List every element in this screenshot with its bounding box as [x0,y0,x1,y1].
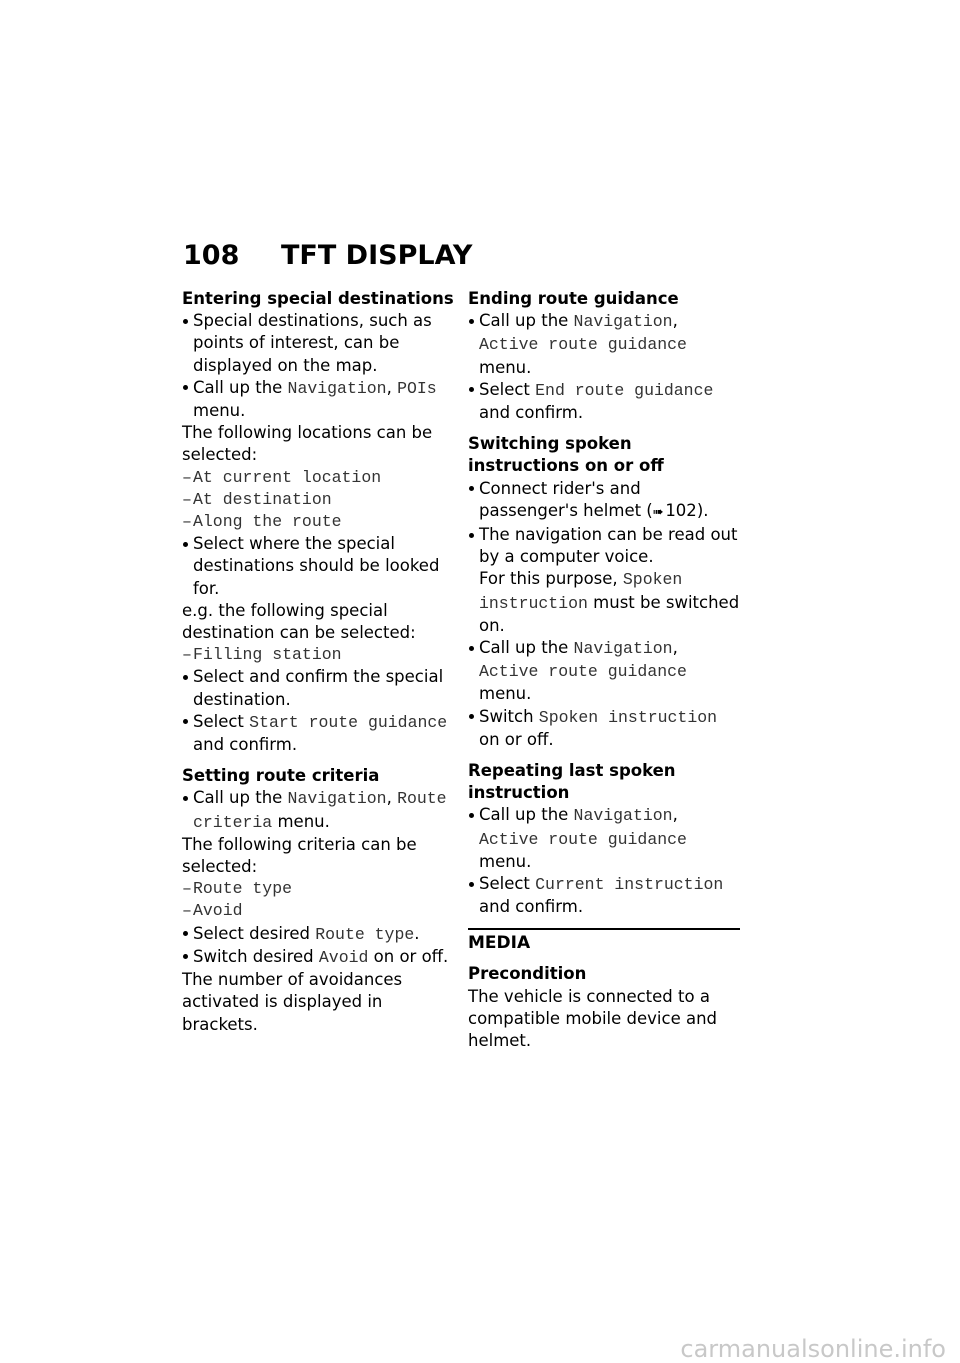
paragraph: The number of avoidances activated is displayed in brackets. [182,970,403,1034]
bullet-list [182,533,454,600]
list-item [182,711,454,756]
text: Call up the [479,638,574,658]
text: and confirm. [479,897,584,917]
list-item [468,379,740,424]
menu-path: Spoken instruction [538,707,718,727]
menu-path: POIs [397,378,437,398]
bullet-list [468,804,740,918]
list-item [468,478,740,524]
menu-path: Start route guidance [249,712,448,732]
dash-item: – Along the route [182,511,454,533]
list-item [182,787,454,833]
dash-item: – At destination [182,489,454,511]
list-item [468,804,740,873]
menu-path: Spoken instruction [479,570,683,613]
text: , [672,311,678,331]
heading-precondition: Precondition [468,964,587,984]
paragraph: The following criteria can be selected: [182,834,417,877]
text: , [672,805,678,825]
page-reference-arrow-icon: ➠ [652,504,664,520]
text: on or off. [479,729,554,749]
list-item [468,524,740,637]
list-item: Special destinations, such as points of interest, can be displayed on the map. [182,310,454,377]
heading-route-criteria: Setting route criteria [182,766,380,786]
menu-path: Route criteria [193,789,447,832]
menu-path: Navigation [573,639,673,659]
text: . [414,923,420,943]
text: ). [696,500,709,520]
text: , [672,638,678,658]
dash-item: – Filling station [182,644,454,666]
list-item [468,637,740,706]
list-item [182,923,454,946]
menu-path: Navigation [573,806,673,826]
paragraph: The vehicle is connected to a compatible mobile device and helmet. [468,986,718,1051]
heading-repeating-instruction: Repeating last spoken instruction [468,761,676,803]
text: menu. [479,684,532,704]
list-item [182,377,454,422]
page-header [183,240,472,280]
text: Call up the [479,805,574,825]
text: The navigation can be read out by a computer voice. [479,525,738,567]
menu-path: Active route guidance [479,335,687,355]
text: on or off. [368,946,449,966]
text: Connect rider's and passenger's helmet ( [479,478,653,520]
menu-path: Active route guidance [479,829,687,849]
list-item: Select where the special destinations should be looked for. [182,533,454,600]
text: , [386,377,398,397]
menu-path: Navigation [287,789,387,809]
menu-path: Avoid [318,947,369,967]
text: must be switched on. [479,592,740,635]
section-divider [468,928,740,930]
bullet-list [182,923,454,969]
text: Call up the [193,377,288,397]
menu-path: Active route guidance [479,662,687,682]
section-title-media: MEDIA [468,933,531,954]
dash-item: – At current location [182,467,454,489]
text: Select [479,874,536,894]
text: and confirm. [193,735,298,755]
text: Call up the [193,788,288,808]
bullet-list [182,666,454,756]
text: menu. [479,851,532,871]
bullet-list [182,310,454,422]
list-item [468,706,740,751]
text: Select desired [193,923,316,943]
menu-path: Route type [315,924,415,944]
right-column [468,288,740,1052]
page-title: TFT DISPLAY [281,240,473,271]
paragraph: e.g. the following special destination can be selected: [182,600,416,643]
heading-ending-route-guidance: Ending route guidance [468,289,679,308]
text: Switch [479,706,539,726]
list-item [468,310,740,379]
menu-path: Current instruction [535,875,724,895]
heading-special-destinations: Entering special destinations [182,289,454,308]
list-item [182,946,454,969]
list-item [468,873,740,918]
page-reference[interactable]: 102 [665,500,697,520]
bullet-list [182,787,454,833]
bullet-list [468,310,740,424]
text: menu. [272,811,330,831]
menu-path: Navigation [287,378,387,398]
watermark [0,1335,960,1363]
text: , [386,788,398,808]
text: Call up the [479,311,574,331]
dash-list [182,878,454,922]
page-number: 108 [183,240,240,271]
paragraph: The following locations can be selected: [182,423,433,465]
text: Select [193,711,250,731]
text: menu. [479,357,532,377]
dash-item: – Route type [182,878,454,900]
text: Select [479,379,536,399]
left-column [182,288,454,1036]
text: and confirm. [479,403,584,423]
heading-spoken-instructions: Switching spoken instructions on or off [468,434,664,476]
text: Switch desired [193,946,319,966]
text: menu. [193,401,246,421]
watermark-text: carmanualsonline.info [680,1335,946,1363]
text: For this purpose, [479,569,623,589]
bullet-list [468,478,740,751]
dash-list [182,467,454,534]
dash-item: – Avoid [182,900,454,922]
menu-path: Navigation [573,312,673,332]
list-item: Select and confirm the special destination. [182,666,454,710]
menu-path: End route guidance [535,380,714,400]
dash-list [182,644,454,666]
